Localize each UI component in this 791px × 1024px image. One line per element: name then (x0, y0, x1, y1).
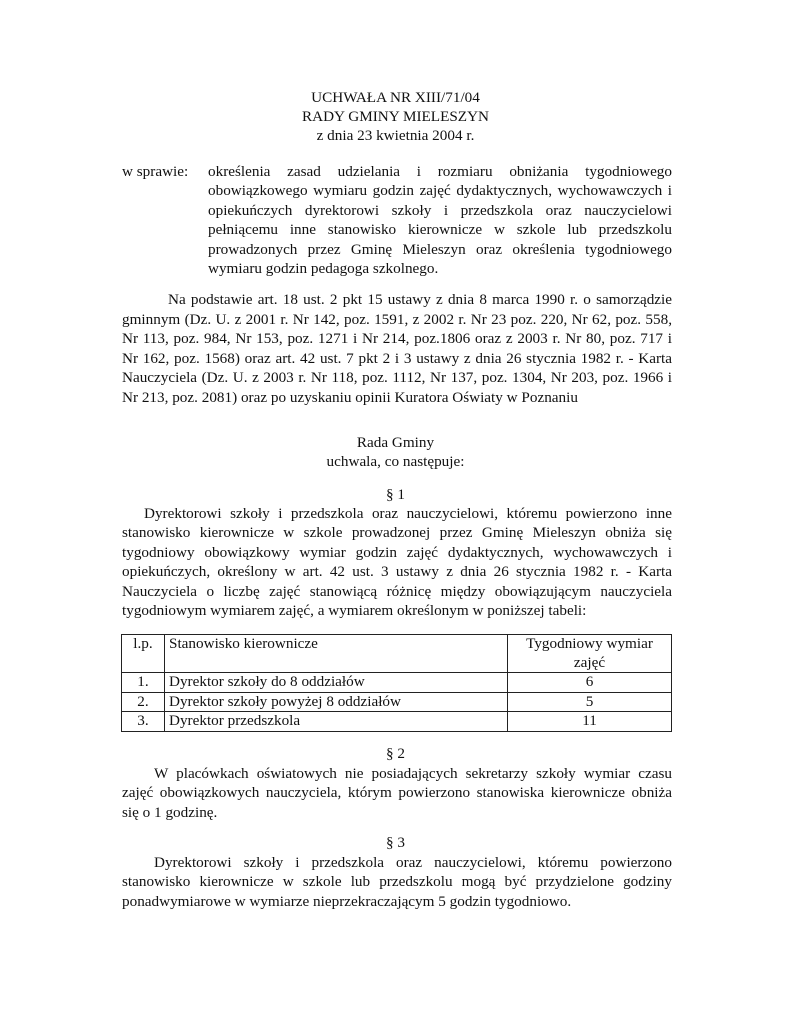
council-name: RADY GMINY MIELESZYN (301, 108, 490, 125)
council-decision (0, 433, 791, 471)
council-label: Rada Gminy (356, 434, 435, 451)
reduction-table (121, 634, 672, 732)
council-resolves: uchwala, co następuje: (326, 453, 465, 470)
header-position: Stanowisko kierownicze (165, 635, 508, 673)
subject-label: w sprawie: (122, 163, 189, 180)
table-header-row (122, 635, 672, 673)
resolution-header (0, 88, 791, 145)
row-position: Dyrektor przedszkola (165, 712, 508, 732)
row-hours: 6 (508, 673, 672, 693)
table-row (122, 673, 672, 693)
section-3-mark: § 3 (386, 834, 405, 851)
resolution-date: z dnia 23 kwietnia 2004 r. (316, 127, 475, 144)
table-row (122, 712, 672, 732)
section-1-mark: § 1 (386, 486, 405, 503)
section-1-text: Dyrektorowi szkoły i przedszkola oraz nauczycielowi, któremu powierzono inne stanowisko kierownicze w szkole prowadzonej przez Gminę Mieleszyn obniża się tygodniowy obowiązkowy wymiar godzin zajęć dydaktycznych, wychowawczych i opiekuńczych, określony w art. 42 ust. 3 ustawy z dnia 26 stycznia 1982 r. - Karta Nauczyciela o liczbę zajęć stanowiącą różnicę między obowiązującym nauczyciela tygodniowym wymiarem zajęć, a wymiarem określonym w poniższej tabeli: (122, 505, 672, 620)
header-lp: l.p. (122, 635, 165, 673)
resolution-number: UCHWAŁA NR XIII/71/04 (311, 89, 480, 106)
row-position: Dyrektor szkoły powyżej 8 oddziałów (165, 692, 508, 712)
section-3-text: Dyrektorowi szkoły i przedszkola oraz nauczycielowi, któremu powierzono stanowisko kierownicze w szkole lub przedszkolu mogą być przydzielone godziny ponadwymiarowe w wymiarze nieprzekraczającym 5 godzin tygodniowo. (122, 854, 672, 910)
row-hours: 5 (508, 692, 672, 712)
row-position: Dyrektor szkoły do 8 oddziałów (165, 673, 508, 693)
subject-text: określenia zasad udzielania i rozmiaru obniżania tygodniowego obowiązkowego wymiaru godzin zajęć dydaktycznych, wychowawczych i opiekuńczych dyrektorowi szkoły i przedszkola oraz nauczycielowi pełniącemu inne stanowisko kierownicze w szkole lub przedszkolu prowadzonych przez Gminę Mieleszyn oraz określenia tygodniowego wymiaru godzin pedagoga szkolnego. (208, 163, 672, 278)
row-hours: 11 (508, 712, 672, 732)
row-lp: 1. (122, 673, 165, 693)
section-2-text: W placówkach oświatowych nie posiadających sekretarzy szkoły wymiar czasu zajęć obowiązkowych nauczyciela, którym powierzono stanowiska kierownicze obniża się o 1 godzinę. (122, 765, 672, 821)
table-row (122, 692, 672, 712)
header-weekly-hours: Tygodniowy wymiar zajęć (508, 635, 672, 673)
legal-basis-paragraph: Na podstawie art. 18 ust. 2 pkt 15 ustawy z dnia 8 marca 1990 r. o samorządzie gminnym (Dz. U. z 2001 r. Nr 142, poz. 1591, z 2002 r. Nr 23 poz. 220, Nr 62, poz. 558, Nr 113, poz. 984, Nr 153, poz. 1271 i Nr 214, poz.1806 oraz z 2003 r. Nr 80, poz. 717 i Nr 162, poz. 1568) oraz art. 42 ust. 7 pkt 2 i 3 ustawy z dnia 26 stycznia 1982 r. - Karta Nauczyciela (Dz. U. z 2003 r. Nr 118, poz. 1112, Nr 137, poz. 1304, Nr 203, poz. 1966 i Nr 213, poz. 2081) oraz po uzyskaniu opinii Kuratora Oświaty w Poznaniu (122, 291, 672, 406)
section-2-mark: § 2 (386, 745, 405, 762)
row-lp: 2. (122, 692, 165, 712)
row-lp: 3. (122, 712, 165, 732)
